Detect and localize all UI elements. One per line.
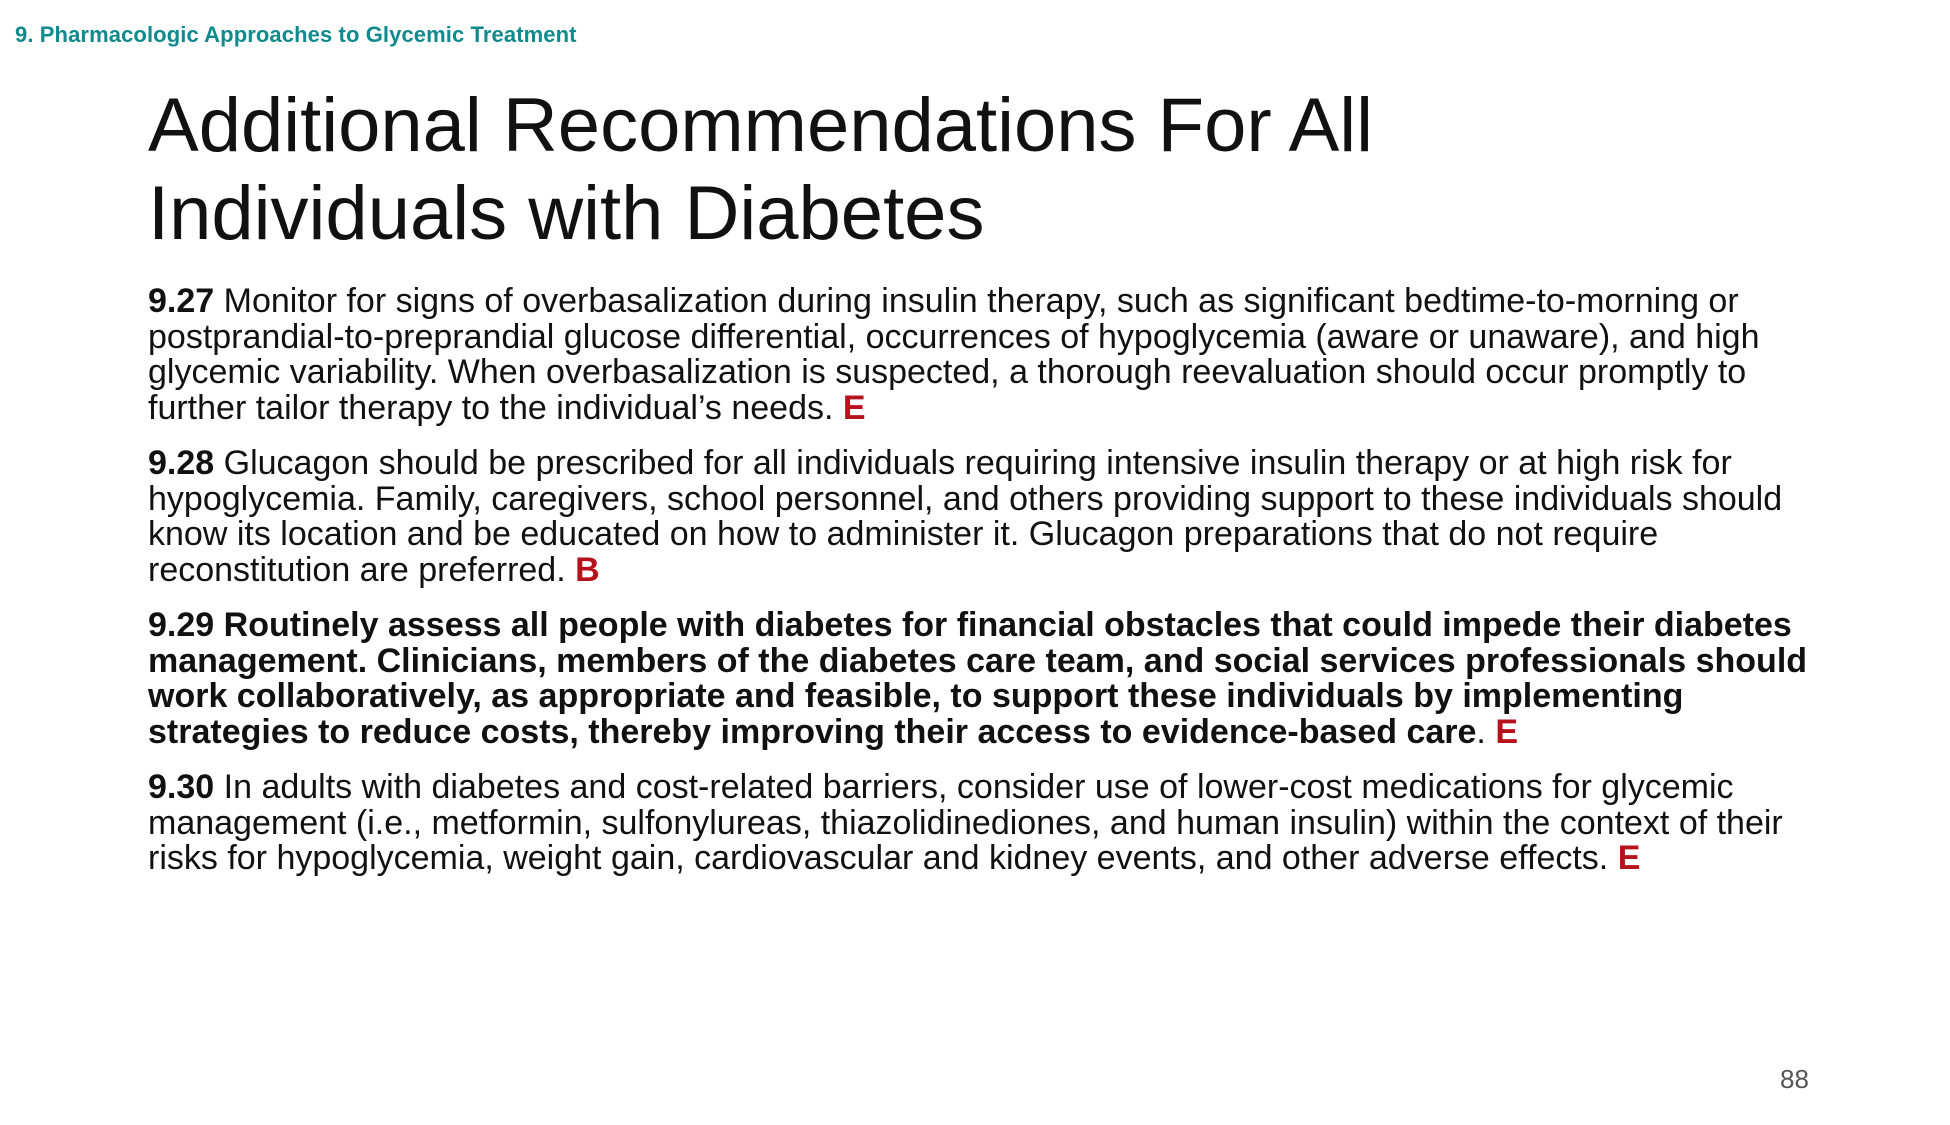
- recommendation-9-28: [148, 446, 1820, 588]
- recommendation-text: Routinely assess all people with diabetes for financial obstacles that could impede their diabetes management. Clinicians, members of the diabetes care team, and social services professionals should work collaboratively, as appropriate and feasible, to support these individuals by implementing strategies to reduce costs, thereby improving their access to evidence-based care: [148, 606, 1808, 751]
- evidence-grade: B: [575, 550, 600, 589]
- section-label: 9. Pharmacologic Approaches to Glycemic Treatment: [15, 22, 577, 47]
- recommendation-suffix: .: [1476, 712, 1486, 751]
- evidence-grade: E: [842, 388, 866, 427]
- recommendation-text: Monitor for signs of overbasalization during insulin therapy, such as significant bedtime-to-morning or postprandial-to-preprandial glucose differential, occurrences of hypoglycemia (aware or unaware), and high glycemic variability. When overbasalization is suspected, a thorough reevaluation should occur promptly to further tailor therapy to the individual’s needs.: [148, 282, 1760, 427]
- slide-title-line-2: Individuals with Diabetes: [148, 171, 985, 256]
- recommendation-number: 9.30: [148, 768, 215, 806]
- recommendation-9-29: [148, 608, 1820, 750]
- recommendation-number: 9.29: [148, 606, 215, 644]
- slide-title: [148, 82, 1798, 258]
- evidence-grade: E: [1617, 839, 1641, 877]
- recommendation-number: 9.28: [148, 444, 215, 482]
- evidence-grade: E: [1495, 712, 1519, 751]
- recommendation-text: In adults with diabetes and cost-related barriers, consider use of lower-cost medications for glycemic management (i.e., metformin, sulfonylureas, thiazolidinediones, and human insulin) within the context of their risks for hypoglycemia, weight gain, cardiovascular and kidney events, and other adverse effects.: [148, 768, 1783, 877]
- recommendations-list: [148, 284, 1820, 897]
- recommendation-number: 9.27: [148, 282, 215, 320]
- slide-title-line-1: Additional Recommendations For All: [148, 83, 1374, 168]
- recommendation-9-27: [148, 284, 1820, 426]
- recommendation-text: Glucagon should be prescribed for all individuals requiring intensive insulin therapy or at high risk for hypoglycemia. Family, caregivers, school personnel, and others providing support to these individuals should know its location and be educated on how to administer it. Glucagon preparations that do not require reconstitution are preferred.: [148, 444, 1783, 589]
- page-number: 88: [1780, 1064, 1809, 1094]
- recommendation-9-30: [148, 770, 1820, 877]
